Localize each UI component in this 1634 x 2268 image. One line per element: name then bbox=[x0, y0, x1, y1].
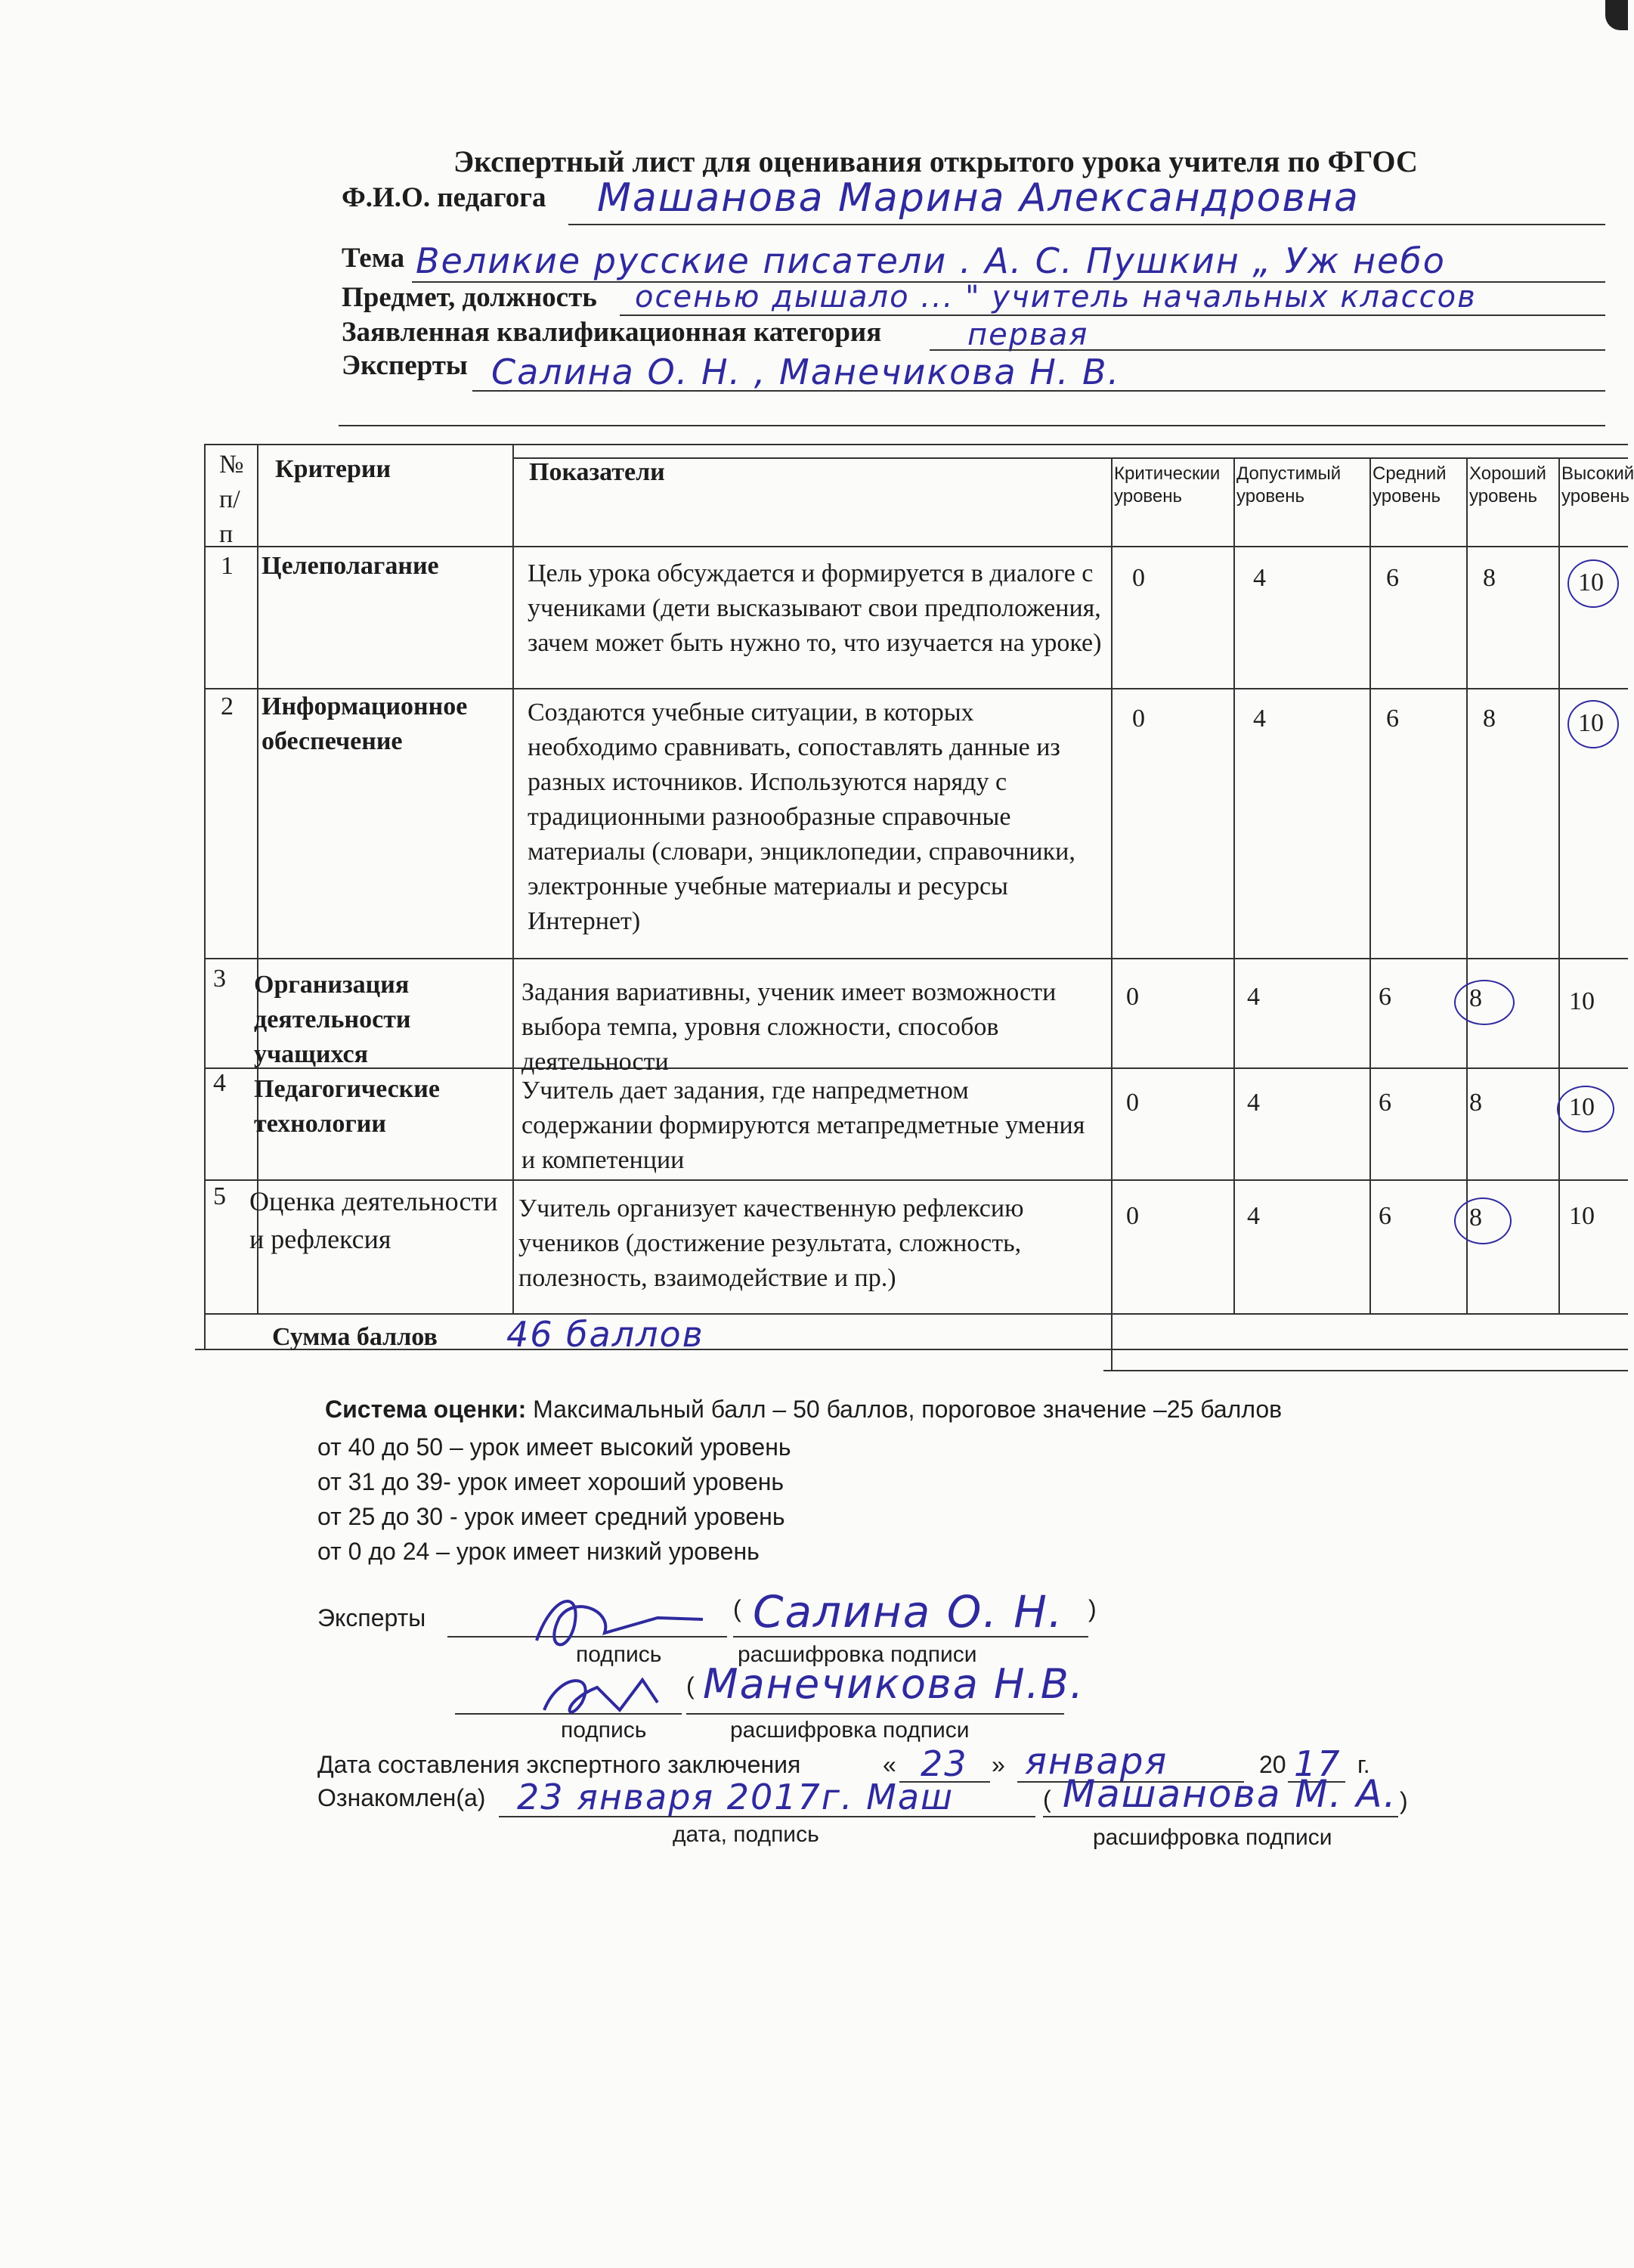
date-year-end: г. bbox=[1357, 1751, 1370, 1778]
criterion: Целеполагание bbox=[262, 552, 439, 580]
acquainted-name: Машанова М. А. bbox=[1063, 1772, 1397, 1816]
subject-label: Предмет, должность bbox=[342, 282, 597, 313]
acquainted-label: Ознакомлен(а) bbox=[317, 1784, 486, 1811]
fio-label: Ф.И.О. педагога bbox=[342, 182, 546, 213]
extra-underline bbox=[339, 425, 1605, 426]
indicator: Учитель организует качественную рефлексию учеников (достижение результата, сложность, полезность, взаимодействие и пр.) bbox=[518, 1194, 1024, 1292]
fio-value: Машанова Марина Александровна bbox=[597, 175, 1360, 221]
indicator: Цель урока обсуждается и формируется в диалоге с учениками (дети высказывают свои предположения, зачем может быть нужно то, что изучается на уроке) bbox=[528, 559, 1102, 657]
signature-caption: подпись bbox=[576, 1642, 662, 1667]
header-level-good: Хороший уровень bbox=[1469, 463, 1546, 507]
grading-label: Система оценки: bbox=[325, 1396, 527, 1423]
decode-caption: расшифровка подписи bbox=[738, 1642, 977, 1667]
header-criteria: Критерии bbox=[275, 455, 391, 483]
date-year-suffix: 17 bbox=[1294, 1743, 1342, 1784]
theme-value: Великие русские писатели . А. С. Пушкин „ Уж небо bbox=[416, 240, 1446, 281]
selected-score-circle bbox=[1454, 1198, 1512, 1244]
date-day: 23 bbox=[921, 1743, 968, 1784]
indicator: Учитель дает задания, где напредметном содержании формируются метапредметные умения и компетенции bbox=[521, 1077, 1085, 1174]
decode-caption: расшифровка подписи bbox=[1093, 1825, 1332, 1850]
experts-sign-label: Эксперты bbox=[317, 1604, 426, 1631]
selected-score-circle bbox=[1454, 980, 1515, 1025]
experts-underline bbox=[472, 390, 1605, 392]
scan-edge bbox=[1605, 0, 1628, 30]
date-year-prefix: 20 bbox=[1259, 1751, 1286, 1778]
grading-line: от 25 до 30 - урок имеет средний уровень bbox=[317, 1503, 785, 1530]
expert1-name: Салина О. Н. bbox=[753, 1586, 1064, 1637]
acquainted-value: 23 января 2017г. Маш bbox=[517, 1777, 955, 1817]
category-label: Заявленная квалификационная категория bbox=[342, 317, 882, 348]
experts-label: Эксперты bbox=[342, 350, 468, 381]
sum-value: 46 баллов bbox=[506, 1314, 704, 1355]
decode-caption: расшифровка подписи bbox=[730, 1718, 970, 1743]
date-sign-caption: дата, подпись bbox=[673, 1822, 819, 1847]
selected-score-circle bbox=[1567, 559, 1619, 608]
criterion: Информационное обеспечение bbox=[262, 692, 468, 755]
date-label: Дата составления экспертного заключения bbox=[317, 1751, 801, 1778]
header-level-critical: Критическии уровень bbox=[1114, 463, 1221, 507]
fio-underline bbox=[568, 224, 1605, 225]
selected-score-circle bbox=[1557, 1086, 1614, 1132]
criterion: Оценка деятельности и рефлексия bbox=[249, 1186, 498, 1254]
header-num: № п/ п bbox=[219, 451, 244, 548]
header-level-high: Высокий уровень bbox=[1561, 463, 1634, 507]
grading-line: от 0 до 24 – урок имеет низкий уровень bbox=[317, 1538, 760, 1565]
date-month: января bbox=[1025, 1740, 1168, 1783]
criterion: Педагогические технологии bbox=[254, 1075, 440, 1138]
expert2-name: Манечикова Н.В. bbox=[703, 1660, 1085, 1708]
category-value: первая bbox=[967, 318, 1089, 352]
experts-value: Салина О. Н. , Манечикова Н. В. bbox=[491, 352, 1121, 392]
header-level-medium: Средний уровень bbox=[1372, 463, 1447, 507]
subject-value: осенью дышало ... " учитель начальных классов bbox=[635, 280, 1477, 314]
sum-label: Сумма баллов bbox=[272, 1323, 438, 1351]
selected-score-circle bbox=[1567, 700, 1619, 748]
grading-line: от 40 до 50 – урок имеет высокий уровень bbox=[317, 1433, 791, 1461]
header-level-acceptable: Допустимый уровень bbox=[1236, 463, 1342, 507]
category-underline bbox=[930, 349, 1605, 351]
grading-line: от 31 до 39- урок имеет хороший уровень bbox=[317, 1468, 785, 1495]
header-indicators: Показатели bbox=[529, 458, 665, 486]
indicator: Задания вариативны, ученик имеет возможности выбора темпа, уровня сложности, способов деятельности bbox=[521, 978, 1057, 1076]
indicator: Создаются учебные ситуации, в которых необходимо сравнивать, сопоставлять данные из разных источников. Используются наряду с традиционными разнообразные справочные материалы (словари, энциклопедии, справочники, электронные учебные материалы и ресурсы Интернет) bbox=[528, 699, 1075, 935]
criterion: Организация деятельности учащихся bbox=[254, 971, 411, 1068]
grading-text: Система оценки: Максимальный балл – 50 баллов, пороговое значение –25 баллов bbox=[325, 1396, 1283, 1423]
theme-label: Тема bbox=[342, 243, 405, 274]
signature-caption: подпись bbox=[561, 1718, 647, 1743]
document-title: Экспертный лист для оценивания открытого урока учителя по ФГОС bbox=[453, 144, 1418, 178]
